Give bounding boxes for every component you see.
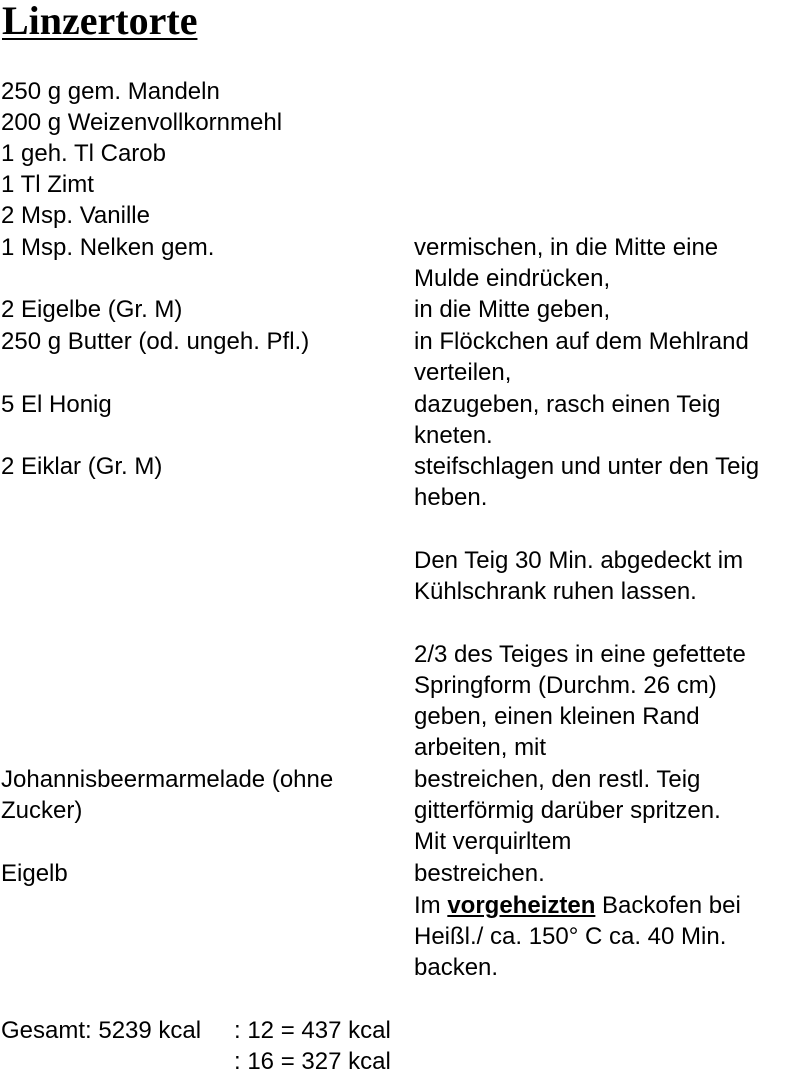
instruction-line: Heißl./ ca. 150° C ca. 40 Min. xyxy=(414,923,727,950)
ingredient-line: Johannisbeermarmelade (ohne xyxy=(1,766,334,793)
ingredient-line: Eigelb xyxy=(1,860,68,887)
ingredient-line: 1 Tl Zimt xyxy=(1,171,94,198)
instruction-line: 2/3 des Teiges in eine gefettete xyxy=(414,641,746,668)
calories-per-16: : 16 = 327 kcal xyxy=(234,1048,391,1075)
instruction-line: Kühlschrank ruhen lassen. xyxy=(414,578,697,605)
ingredient-line: 2 Eiklar (Gr. M) xyxy=(1,453,163,480)
ingredient-line: 1 geh. Tl Carob xyxy=(1,140,166,167)
instruction-line: backen. xyxy=(414,954,499,981)
bake-prefix: Im xyxy=(414,892,448,919)
instruction-line: Den Teig 30 Min. abgedeckt im xyxy=(414,547,744,574)
instruction-line: steifschlagen und unter den Teig xyxy=(414,453,760,480)
calories-per-12: : 12 = 437 kcal xyxy=(234,1017,391,1044)
instruction-line: bestreichen, den restl. Teig xyxy=(414,766,701,793)
total-calories: Gesamt: 5239 kcal xyxy=(1,1017,202,1044)
instruction-line: vermischen, in die Mitte eine xyxy=(414,234,719,261)
bake-suffix: Backofen bei xyxy=(595,892,741,919)
instruction-line: bestreichen. xyxy=(414,860,545,887)
instruction-line: heben. xyxy=(414,484,488,511)
ingredient-line: 1 Msp. Nelken gem. xyxy=(1,234,215,261)
instruction-line: geben, einen kleinen Rand xyxy=(414,703,700,730)
ingredient-line: 250 g Butter (od. ungeh. Pfl.) xyxy=(1,328,310,355)
instruction-line: Springform (Durchm. 26 cm) xyxy=(414,672,717,699)
instruction-line: Mulde eindrücken, xyxy=(414,265,611,292)
instruction-line: arbeiten, mit xyxy=(414,734,547,761)
instruction-line: gitterförmig darüber spritzen. xyxy=(414,797,721,824)
bake-instruction-line xyxy=(414,890,741,921)
instruction-line: in die Mitte geben, xyxy=(414,296,611,323)
instruction-line: in Flöckchen auf dem Mehlrand xyxy=(414,328,749,355)
ingredient-line: 5 El Honig xyxy=(1,391,112,418)
recipe-title: Linzertorte xyxy=(2,0,198,43)
ingredient-line: Zucker) xyxy=(1,797,83,824)
ingredient-line: 250 g gem. Mandeln xyxy=(1,78,220,105)
instruction-line: Mit verquirltem xyxy=(414,828,572,855)
ingredient-line: 2 Eigelbe (Gr. M) xyxy=(1,296,183,323)
preheated-emphasis: vorgeheizten xyxy=(447,892,596,919)
ingredient-line: 200 g Weizenvollkornmehl xyxy=(1,109,283,136)
instruction-line: dazugeben, rasch einen Teig xyxy=(414,391,721,418)
ingredient-line: 2 Msp. Vanille xyxy=(1,202,150,229)
instruction-line: verteilen, xyxy=(414,359,512,386)
instruction-line: kneten. xyxy=(414,422,493,449)
